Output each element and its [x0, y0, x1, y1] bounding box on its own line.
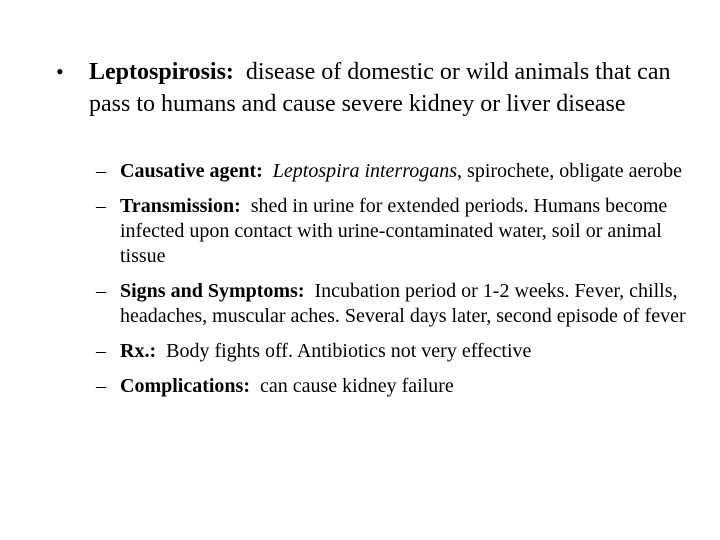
main-description: disease of domestic or wild animals that can pass to humans and cause severe kidney or liver disease [89, 59, 671, 117]
sub-item-label: Complications: [120, 375, 250, 397]
main-bullet-item [56, 56, 676, 120]
main-term: Leptospirosis: [89, 59, 234, 85]
dash-icon: – [96, 375, 106, 397]
sub-item-text: , spirochete, obligate aerobe [457, 160, 682, 182]
main-text [89, 56, 676, 120]
sub-item-text: can cause kidney failure [260, 375, 454, 397]
sub-item-label: Transmission: [120, 195, 241, 217]
bullet-icon: • [56, 59, 64, 84]
dash-icon: – [96, 280, 106, 302]
dash-icon: – [96, 160, 106, 182]
sub-item-text: shed in urine for extended periods. Humans become infected upon contact with urine-contaminated water, soil or animal tissue [120, 195, 668, 267]
sub-item-text: Body fights off. Antibiotics not very effective [166, 340, 532, 362]
sub-list [96, 159, 696, 409]
sub-item-label: Signs and Symptoms: [120, 280, 305, 302]
sub-item-transmission [96, 194, 696, 269]
sub-item-label: Rx.: [120, 340, 157, 362]
sub-item-signs-and-symptoms [96, 279, 696, 329]
sub-item-label: Causative agent: [120, 160, 263, 182]
sub-item-rx [96, 339, 696, 364]
sub-item-text: Incubation period or 1-2 weeks. Fever, chills, headaches, muscular aches. Several days later, second episode of fever [120, 280, 686, 327]
dash-icon: – [96, 340, 106, 362]
dash-icon: – [96, 195, 106, 217]
organism-name: Leptospira interrogans [272, 160, 458, 182]
sub-item-complications [96, 374, 696, 399]
sub-item-causative-agent [96, 159, 696, 184]
